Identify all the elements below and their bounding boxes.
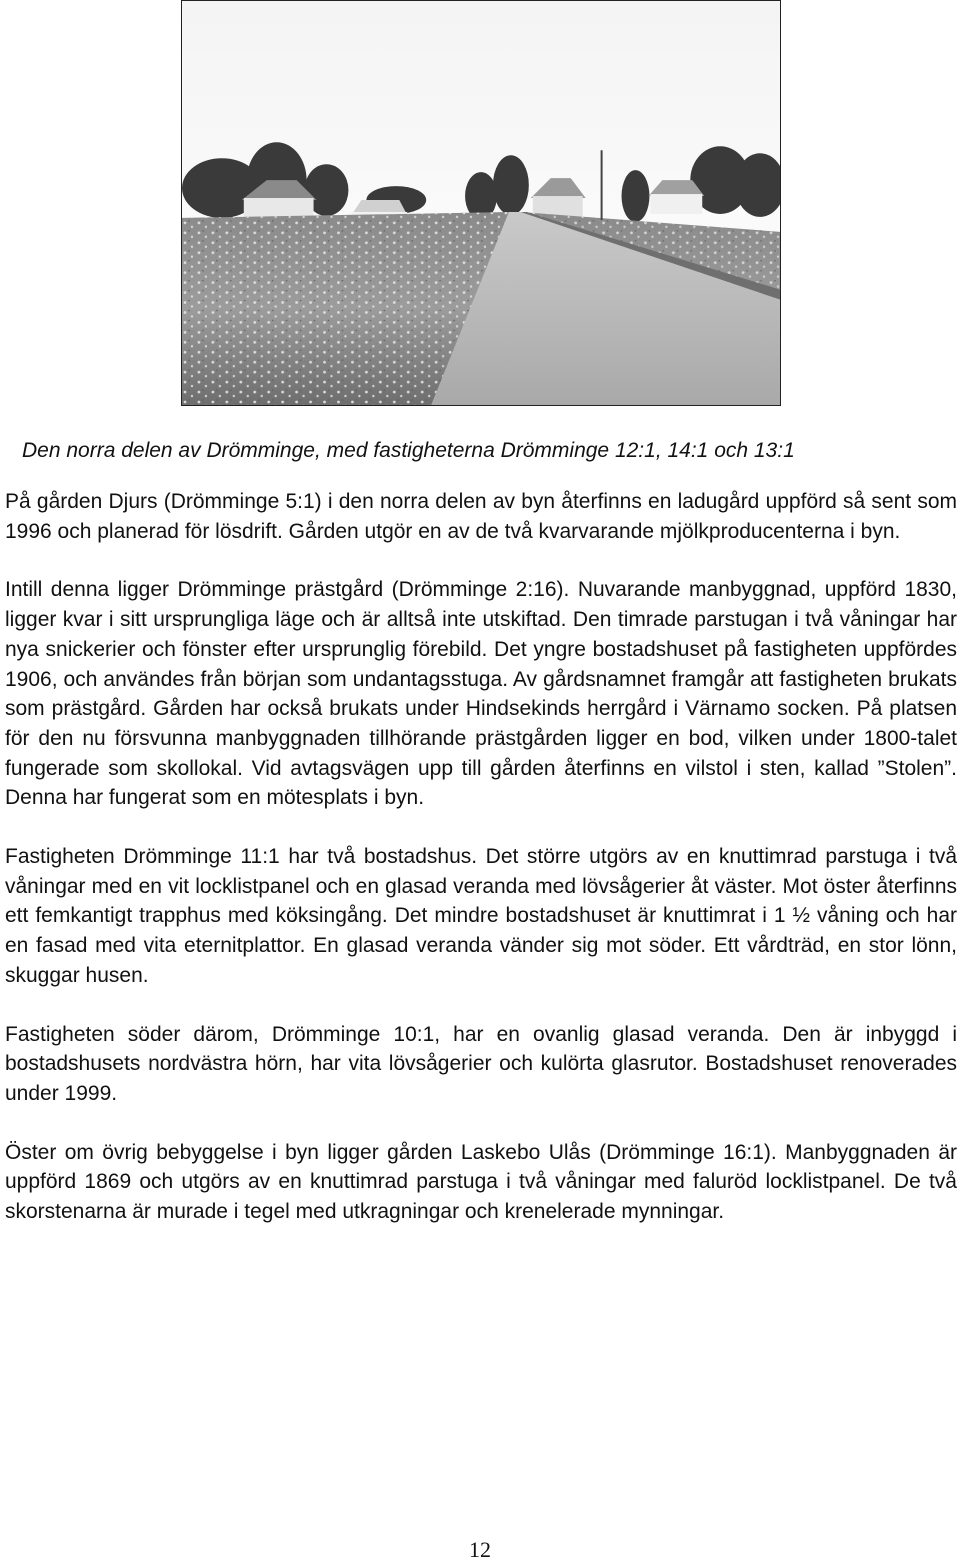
utility-pole bbox=[601, 150, 603, 220]
figure-caption: Den norra delen av Drömminge, med fastigheterna Drömminge 12:1, 14:1 och 13:1 bbox=[22, 439, 795, 462]
paragraph: Intill denna ligger Drömminge prästgård (Drömminge 2:16). Nuvarande manbyggnad, uppförd 1830, ligger kvar i sitt ursprungliga läge och är alltså inte utskiftad. Den timrade parstugan i två våningar har nya snickerier och fönster efter ursprunglig förebild. Det yngre bostadshuset på fastigheten uppfördes 1906, och användes från början som undantagsstuga. Av gårdsnamnet framgår att fastigheten brukats som prästgård. Gården har också brukats under Hindsekinds herrgård i Värnamo socken. På platsen för den nu försvunna manbyggnaden tillhörande prästgården ligger en bod, vilken under 1800-talet fungerade som skollokal. Vid avtagsvägen upp till gården återfinns en vilstol i sten, kallad ”Stolen”. Denna har fungerat som en mötesplats i byn. bbox=[5, 578, 957, 810]
village-road-photo bbox=[182, 1, 780, 405]
landscape-photo bbox=[181, 0, 781, 406]
paragraph: På gården Djurs (Drömminge 5:1) i den norra delen av byn återfinns en ladugård uppförd så sent som 1996 och planerad för lösdrift. Gården utgör en av de två kvarvarande mjölkproducenterna i byn. bbox=[5, 490, 957, 543]
page-number: 12 bbox=[469, 1537, 491, 1562]
paragraph: Fastigheten söder därom, Drömminge 10:1, har en ovanlig glasad veranda. Den är inbyggd i bostadshusets nordvästra hörn, har vita lövsågerier och kulörta glasrutor. Bostadshuset renoverades under 1999. bbox=[5, 1022, 957, 1105]
body-text bbox=[5, 487, 957, 1256]
paragraph: Fastigheten Drömminge 11:1 har två bostadshus. Det större utgörs av en knuttimrad parstuga i två våningar med en vit locklistpanel och en glasad veranda med lövsågerier åt väster. Mot öster återfinns ett femkantigt trapphus med köksingång. Det mindre bostadshuset är knuttimrat i 1 ½ våning och har en fasad med vita eternitplattor. En glasad veranda vänder sig mot söder. Ett vårdträd, en stor lönn, skuggar husen. bbox=[5, 845, 957, 987]
paragraph: Öster om övrig bebyggelse i byn ligger gården Laskebo Ulås (Drömminge 16:1). Manbyggnaden är uppförd 1869 och utgörs av en knuttimrad parstuga i två våningar med faluröd locklistpanel. De två skorstenarna är murade i tegel med utkragningar och krenelerade mynningar. bbox=[5, 1140, 957, 1224]
